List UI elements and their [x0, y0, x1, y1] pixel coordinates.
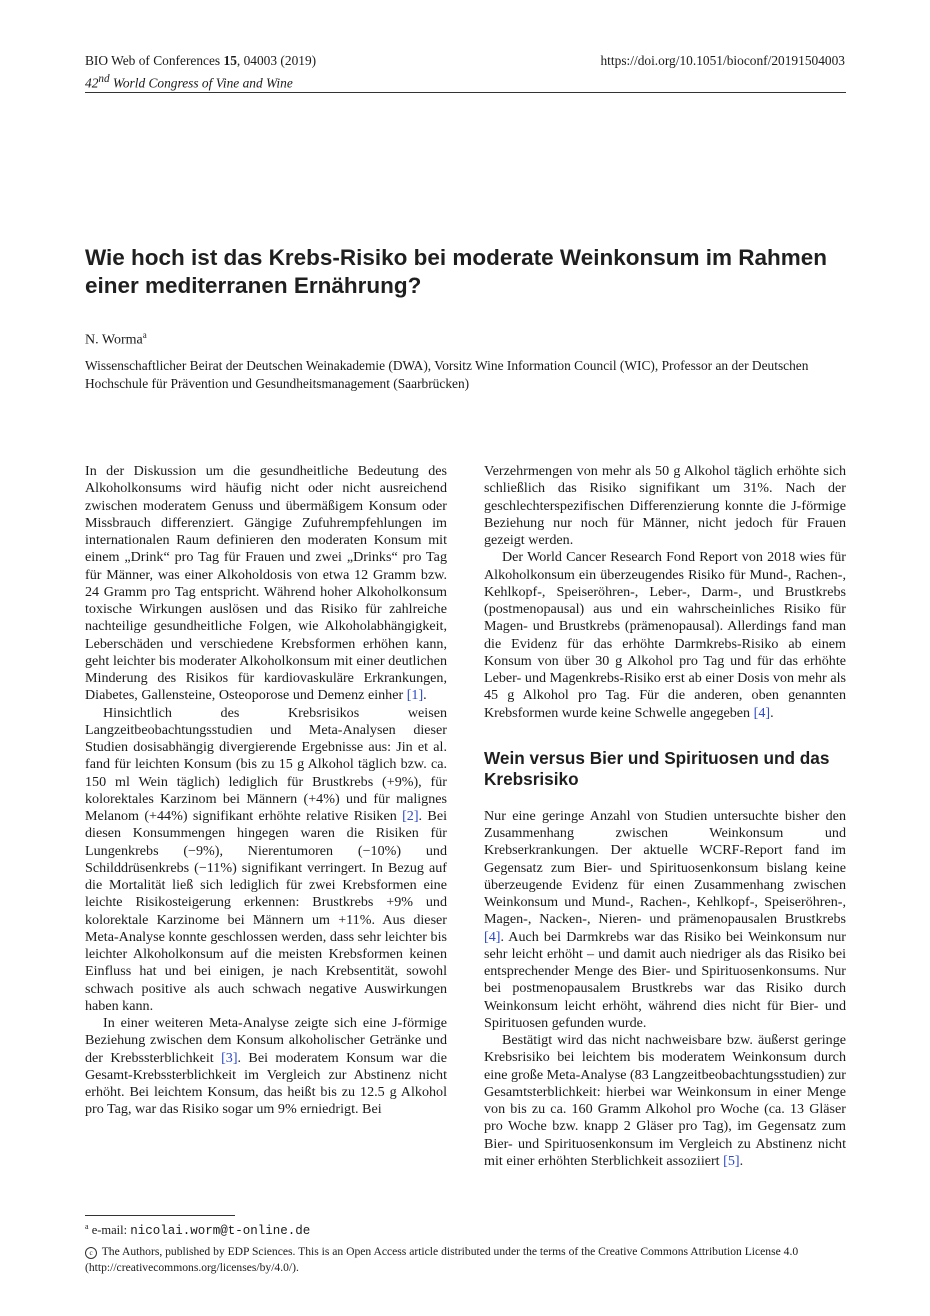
affiliation: Wissenschaftlicher Beirat der Deutschen Weinakademie (DWA), Vorsitz Wine Information Council (WIC), Professor an der Deutschen Hochschule für Prävention und Gesundheitsmanagement (Saarbrücken): [85, 358, 809, 391]
footnote-rule: [85, 1215, 235, 1216]
paragraph-meta-analysis: In einer weiteren Meta-Analyse zeigte sich eine J-förmige Beziehung zwischen dem Konsum alkoholischer Getränke und der Krebssterblichkeit [3]. Bei moderatem Konsum war die Gesamt-Krebssterblichkeit im Vergleich zur Abstinenz nicht erhöht. Bei leichtem Konsum, das heißt bis zu 12.5 g Alkohol pro Tag, war das Risiko sogar um 9% erniedrigt. Bei: [85, 1015, 447, 1118]
copyright-icon: c: [85, 1247, 97, 1259]
footnote-mark: a: [85, 1222, 89, 1231]
paragraph-continuation: Verzehrmengen von mehr als 50 g Alkohol täglich erhöhte sich schließlich das Risiko signifikant um 31%. Nach der geschlechterspezifischen Differenzierung konnte die J-förmige Beziehung nur noch für Männer, nicht jedoch für Frauen gezeigt werden.: [484, 463, 846, 548]
journal-citation: BIO Web of Conferences 15, 04003 (2019): [85, 53, 317, 68]
paragraph-mortality: Bestätigt wird das nicht nachweisbare bzw. äußerst geringe Krebsrisiko bei leichtem bis moderatem Weinkonsum durch eine große Meta-Analyse (83 Langzeitbeobachtungsstudien) zur Gesamtsterblichkeit: hierbei war Weinkonsum in einer Menge von bis zu ca. 160 Gramm Alkohol pro Woche (ca. 13 Gläser pro Woche bzw. knapp 2 Gläser pro Tag), im Gegensatz zum Bier- und Spirituosenkonsum im Vergleich zu Abstinenz nicht mit einer erhöhten Sterblichkeit assoziiert [5].: [484, 1032, 846, 1169]
congress-name: 42nd World Congress of Vine and Wine: [85, 73, 293, 91]
license-text: The Authors, published by EDP Sciences. This is an Open Access article distributed under the terms of the Creative Commons Attribution License 4.0 (http://creativecommons.org/licenses/by/4.0/).: [85, 1245, 799, 1274]
citation-link[interactable]: [4]: [484, 928, 501, 945]
citation-link[interactable]: [1]: [406, 687, 424, 704]
citation-link[interactable]: [2]: [402, 808, 419, 824]
paragraph-cancer-risk: Hinsichtlich des Krebsrisikos weisen Langzeitbeobachtungsstudien und Meta-Analysen dieser Studien dosisabhängig divergierende Ergebnisse aus: Jin et al. fand für leichten Konsum (bis zu 15 g Alkohol täglich bzw. ca. 150 ml Wein täglich) lediglich für Brustkrebs (+9%), für kolorektales Karzinom bei Männern (+4%) und für malignes Melanom (+44%) signifikant erhöhte relative Risiken [2]. Bei diesen Konsummengen hingegen waren die Risiken für Lungenkrebs (−9%), Nierentumoren (−10%) und Schilddrüsenkrebs (−11%) signifikant verringert. In Bezug auf die Mortalität ließ sich lediglich für zwei Krebsformen eine leichte Risikosteigerung erkennen: Brustkrebs +9% und kolorektale Karzinome bei Männern um +11%. Aus dieser Meta-Analyse konnte geschlossen werden, dass sehr leichter bis leichter Alkoholkonsum auf die meisten Krebsformen keinen Einfluss hat und bei einigen, je nach Krebsentität, sowohl schwach positive als auch schwach negative Auswirkungen haben kann.: [85, 704, 447, 1014]
paper-title: Wie hoch ist das Krebs-Risiko bei moderate Weinkonsum im Rahmen einer mediterranen Ernährung?: [85, 245, 828, 298]
citation-link[interactable]: [3]: [221, 1049, 238, 1066]
paragraph-wine-vs-beer: Nur eine geringe Anzahl von Studien untersuchte bisher den Zusammenhang zwischen Weinkonsum und Krebserkrankungen. Der aktuelle WCRF-Report fand im Gegensatz zum Bier- und Spirituosenkonsum bislang keine überzeugende Evidenz für einen Zusammenhang zwischen Weinkonsum und Mund-, Rachen-, Kehlkopf-, Speiseröhren-, Magen-, Nacken-, Nieren- und prämenopausalen Brustkrebs [4]. Auch bei Darmkrebs war das Risiko bei Weinkonsum nur sehr leicht erhöht – und damit auch niedriger als das Risiko bei entsprechender Menge des Bier- und Spirituosenkonsums. Nur bei postmenopausalem Brustkrebs war das Risiko durch Weinkonsum leicht erhöht, während dies nicht für Bier- und Spirituosen gefunden wurde.: [484, 807, 846, 1031]
footnote: $^a$ e-mail: nicolai.worm@t-online.de: [85, 1222, 311, 1239]
paragraph-intro: In der Diskussion um die gesundheitliche Bedeutung des Alkoholkonsums wird häufig nicht oder nicht ausreichend zwischen moderatem Genuss und übermäßigem Konsum oder Missbrauch differenziert. Gängige Zufuhrempfehlungen im internationalen Raum definieren den moderaten Konsum mit einem „Drink“ pro Tag für Frauen und zwei „Drinks“ pro Tag für Männer, was einer Alkoholdosis von etwa 12 Gramm bzw. 24 Gramm pro Tag entspricht. Während hoher Alkoholkonsum toxische Wirkungen auslösen und das Risiko für zahlreiche nachteilige gesundheitliche Folgen, wie Alkoholabhängigkeit, Leberschäden und verschiedene Krebsformen erhöhen kann, geht leichter bis moderater Alkoholkonsum mit einer deutlichen Minderung des Risikos für kardiovaskuläre Erkrankungen, Diabetes, Gallensteine, Osteoporose und Demenz einher [1].: [85, 463, 447, 704]
section-heading: Wein versus Bier und Spirituosen und das Krebsrisiko: [484, 747, 830, 789]
author-name: N. Worma: [85, 332, 143, 348]
author-line: [85, 326, 147, 350]
column-right: [484, 463, 846, 1170]
affiliation-mark: a: [142, 330, 147, 340]
doi-link[interactable]: https://doi.org/10.1051/bioconf/20191504003: [600, 53, 845, 68]
citation-link[interactable]: [4]: [753, 704, 771, 721]
paragraph-wcrf-report: Der World Cancer Research Fond Report von 2018 wies für Alkoholkonsum ein überzeugendes Risiko für Mund-, Rachen-, Kehlkopf-, Speiseröhren-, Leber-, Darm-, und Brustkrebs (postmenopausal) aus und ein wahrscheinliches Risiko für Magen- und Brustkrebs (prämenopausal). Allerdings fand man die Evidenz für das erhöhte Darmkrebs-Risiko ab einem Konsum von über 30 g Alkohol pro Tag und für das erhöhte Leber- und Magenkrebs-Risiko erst ab einer Dosis von mehr als 45 g Alkohol pro Tag. Für die anderen, oben genannten Krebsformen wurde keine Schwelle angegeben [4].: [484, 549, 846, 721]
journal-volume: 15: [223, 53, 237, 68]
header-rule: [85, 92, 846, 93]
running-header-left: [85, 51, 316, 92]
email-link[interactable]: nicolai.worm@t-online.de: [130, 1224, 311, 1239]
column-left: [85, 463, 447, 1119]
license-notice: [85, 1244, 855, 1276]
citation-link[interactable]: [5]: [723, 1152, 740, 1169]
